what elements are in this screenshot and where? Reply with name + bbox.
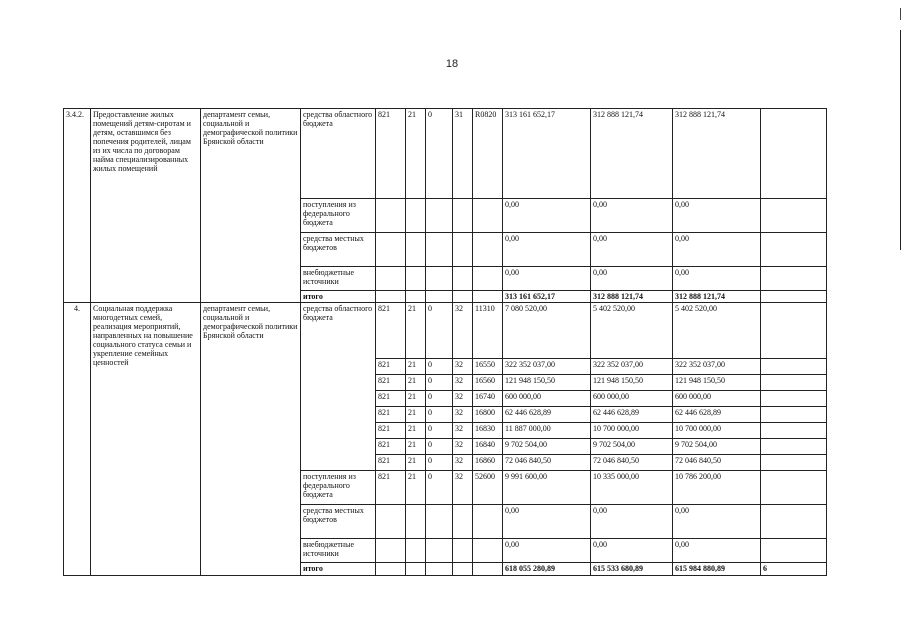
source-total: итого xyxy=(301,563,376,576)
note-cell xyxy=(761,455,827,471)
code-cell: 21 xyxy=(406,375,426,391)
code-cell: 0 xyxy=(426,471,453,505)
amount-cell: 7 080 520,00 xyxy=(503,303,591,359)
code-cell: 0 xyxy=(426,303,453,359)
code-cell: 0 xyxy=(426,391,453,407)
amount-cell: 0,00 xyxy=(673,233,761,267)
code-cell: 16740 xyxy=(473,391,503,407)
code-cell: 821 xyxy=(376,423,406,439)
code-cell: 0 xyxy=(426,455,453,471)
source-local: средства местных бюджетов xyxy=(301,233,376,267)
code-cell: 32 xyxy=(453,303,473,359)
amount-cell: 62 446 628,89 xyxy=(503,407,591,423)
item-name: Социальная поддержка многодетных семей, реализация мероприятий, направленных на повышение социального статуса семьи и укрепление семейных ценностей xyxy=(91,303,201,576)
code-cell: 821 xyxy=(376,303,406,359)
code-cell xyxy=(426,539,453,563)
code-cell xyxy=(406,233,426,267)
code-cell xyxy=(453,291,473,303)
source-total: итого xyxy=(301,291,376,303)
code-cell xyxy=(453,563,473,576)
amount-cell: 11 887 000,00 xyxy=(503,423,591,439)
code-cell: 32 xyxy=(453,423,473,439)
note-cell xyxy=(761,471,827,505)
amount-cell: 9 991 600,00 xyxy=(503,471,591,505)
note-cell xyxy=(761,391,827,407)
amount-cell: 0,00 xyxy=(591,505,673,539)
code-cell: 0 xyxy=(426,109,453,199)
amount-cell: 0,00 xyxy=(503,539,591,563)
code-cell: 52600 xyxy=(473,471,503,505)
source-regional: средства областного бюджета xyxy=(301,303,376,471)
amount-cell: 312 888 121,74 xyxy=(673,109,761,199)
amount-cell: 72 046 840,50 xyxy=(503,455,591,471)
code-cell xyxy=(473,563,503,576)
amount-cell: 9 702 504,00 xyxy=(673,439,761,455)
code-cell: 32 xyxy=(453,455,473,471)
code-cell xyxy=(376,505,406,539)
amount-cell: 0,00 xyxy=(591,539,673,563)
amount-cell: 313 161 652,17 xyxy=(503,291,591,303)
amount-cell: 600 000,00 xyxy=(673,391,761,407)
code-cell: 821 xyxy=(376,109,406,199)
table-row xyxy=(64,109,827,199)
code-cell xyxy=(473,199,503,233)
code-cell xyxy=(406,505,426,539)
source-extrabudgetary: внебюджетные источники xyxy=(301,539,376,563)
amount-cell: 615 984 880,89 xyxy=(673,563,761,576)
code-cell: 21 xyxy=(406,423,426,439)
code-cell: 32 xyxy=(453,439,473,455)
source-federal: поступления из федерального бюджета xyxy=(301,199,376,233)
note-cell xyxy=(761,539,827,563)
amount-cell: 313 161 652,17 xyxy=(503,109,591,199)
note-cell xyxy=(761,233,827,267)
amount-cell: 10 700 000,00 xyxy=(591,423,673,439)
amount-cell: 0,00 xyxy=(591,233,673,267)
amount-cell: 0,00 xyxy=(673,267,761,291)
code-cell xyxy=(426,199,453,233)
amount-cell: 0,00 xyxy=(673,505,761,539)
code-cell: 821 xyxy=(376,439,406,455)
code-cell: 0 xyxy=(426,439,453,455)
item-name: Предоставление жилых помещений детям-сиротам и детям, оставшимся без попечения родителей, лицам из их числа по договорам найма специализированных жилых помещений xyxy=(91,109,201,303)
amount-cell: 322 352 037,00 xyxy=(591,359,673,375)
code-cell: 32 xyxy=(453,407,473,423)
code-cell: 11310 xyxy=(473,303,503,359)
amount-cell: 9 702 504,00 xyxy=(591,439,673,455)
code-cell xyxy=(473,505,503,539)
amount-cell: 0,00 xyxy=(503,505,591,539)
code-cell: 16800 xyxy=(473,407,503,423)
code-cell: 0 xyxy=(426,375,453,391)
table-row xyxy=(64,303,827,359)
code-cell: 21 xyxy=(406,303,426,359)
budget-table xyxy=(63,108,827,576)
item-department: департамент семьи, социальной и демографической политики Брянской области xyxy=(201,109,301,303)
amount-cell: 10 786 200,00 xyxy=(673,471,761,505)
amount-cell: 72 046 840,50 xyxy=(591,455,673,471)
amount-cell: 0,00 xyxy=(503,199,591,233)
note-cell xyxy=(761,109,827,199)
code-cell: 16550 xyxy=(473,359,503,375)
item-number: 4. xyxy=(64,303,91,576)
code-cell: 21 xyxy=(406,407,426,423)
code-cell: 16860 xyxy=(473,455,503,471)
amount-cell: 0,00 xyxy=(591,199,673,233)
code-cell: 32 xyxy=(453,359,473,375)
code-cell: 0 xyxy=(426,407,453,423)
code-cell: 16830 xyxy=(473,423,503,439)
scan-edge-line xyxy=(900,30,901,250)
note-cell xyxy=(761,375,827,391)
code-cell xyxy=(426,563,453,576)
code-cell xyxy=(376,199,406,233)
code-cell xyxy=(426,267,453,291)
amount-cell: 312 888 121,74 xyxy=(673,291,761,303)
code-cell xyxy=(376,233,406,267)
code-cell xyxy=(453,505,473,539)
amount-cell: 5 402 520,00 xyxy=(591,303,673,359)
source-local: средства местных бюджетов xyxy=(301,505,376,539)
note-cell xyxy=(761,267,827,291)
code-cell: 821 xyxy=(376,375,406,391)
amount-cell: 0,00 xyxy=(503,267,591,291)
code-cell: 21 xyxy=(406,471,426,505)
code-cell xyxy=(473,267,503,291)
code-cell: 821 xyxy=(376,471,406,505)
source-federal: поступления из федерального бюджета xyxy=(301,471,376,505)
amount-cell: 322 352 037,00 xyxy=(503,359,591,375)
code-cell xyxy=(453,199,473,233)
amount-cell: 121 948 150,50 xyxy=(503,375,591,391)
amount-cell: 600 000,00 xyxy=(503,391,591,407)
amount-cell: 0,00 xyxy=(503,233,591,267)
code-cell: 821 xyxy=(376,455,406,471)
code-cell xyxy=(473,291,503,303)
code-cell xyxy=(406,563,426,576)
code-cell xyxy=(376,267,406,291)
code-cell: 32 xyxy=(453,391,473,407)
amount-cell: 72 046 840,50 xyxy=(673,455,761,471)
amount-cell: 10 335 000,00 xyxy=(591,471,673,505)
amount-cell: 0,00 xyxy=(591,267,673,291)
amount-cell: 62 446 628,89 xyxy=(673,407,761,423)
code-cell xyxy=(426,291,453,303)
code-cell: 0 xyxy=(426,423,453,439)
code-cell xyxy=(473,539,503,563)
code-cell: 16840 xyxy=(473,439,503,455)
amount-cell: 618 055 280,89 xyxy=(503,563,591,576)
note-cell xyxy=(761,423,827,439)
code-cell: 21 xyxy=(406,391,426,407)
code-cell: R0820 xyxy=(473,109,503,199)
code-cell: 21 xyxy=(406,439,426,455)
amount-cell: 5 402 520,00 xyxy=(673,303,761,359)
code-cell xyxy=(453,539,473,563)
note-cell xyxy=(761,407,827,423)
source-regional: средства областного бюджета xyxy=(301,109,376,199)
note-cell: 6 xyxy=(761,563,827,576)
amount-cell: 615 533 680,89 xyxy=(591,563,673,576)
code-cell xyxy=(453,233,473,267)
code-cell: 31 xyxy=(453,109,473,199)
code-cell xyxy=(426,505,453,539)
code-cell xyxy=(406,199,426,233)
page-number: 18 xyxy=(445,58,459,70)
code-cell xyxy=(376,563,406,576)
code-cell xyxy=(406,291,426,303)
amount-cell: 600 000,00 xyxy=(591,391,673,407)
code-cell xyxy=(473,233,503,267)
code-cell: 821 xyxy=(376,407,406,423)
note-cell xyxy=(761,359,827,375)
code-cell xyxy=(426,233,453,267)
amount-cell: 312 888 121,74 xyxy=(591,291,673,303)
code-cell xyxy=(376,291,406,303)
code-cell xyxy=(376,539,406,563)
note-cell xyxy=(761,303,827,359)
code-cell: 32 xyxy=(453,375,473,391)
item-department: департамент семьи, социальной и демографической политики Брянской области xyxy=(201,303,301,576)
code-cell: 16560 xyxy=(473,375,503,391)
code-cell: 821 xyxy=(376,359,406,375)
code-cell xyxy=(453,267,473,291)
code-cell: 0 xyxy=(426,359,453,375)
source-extrabudgetary: внебюджетные источники xyxy=(301,267,376,291)
scan-edge-mark xyxy=(900,8,901,20)
amount-cell: 312 888 121,74 xyxy=(591,109,673,199)
code-cell: 21 xyxy=(406,109,426,199)
code-cell: 32 xyxy=(453,471,473,505)
amount-cell: 0,00 xyxy=(673,539,761,563)
amount-cell: 121 948 150,50 xyxy=(591,375,673,391)
amount-cell: 10 700 000,00 xyxy=(673,423,761,439)
note-cell xyxy=(761,505,827,539)
note-cell xyxy=(761,199,827,233)
amount-cell: 9 702 504,00 xyxy=(503,439,591,455)
code-cell xyxy=(406,539,426,563)
amount-cell: 62 446 628,89 xyxy=(591,407,673,423)
amount-cell: 0,00 xyxy=(673,199,761,233)
note-cell xyxy=(761,291,827,303)
note-cell xyxy=(761,439,827,455)
code-cell xyxy=(406,267,426,291)
amount-cell: 121 948 150,50 xyxy=(673,375,761,391)
code-cell: 821 xyxy=(376,391,406,407)
amount-cell: 322 352 037,00 xyxy=(673,359,761,375)
code-cell: 21 xyxy=(406,359,426,375)
item-number: 3.4.2. xyxy=(64,109,91,303)
code-cell: 21 xyxy=(406,455,426,471)
